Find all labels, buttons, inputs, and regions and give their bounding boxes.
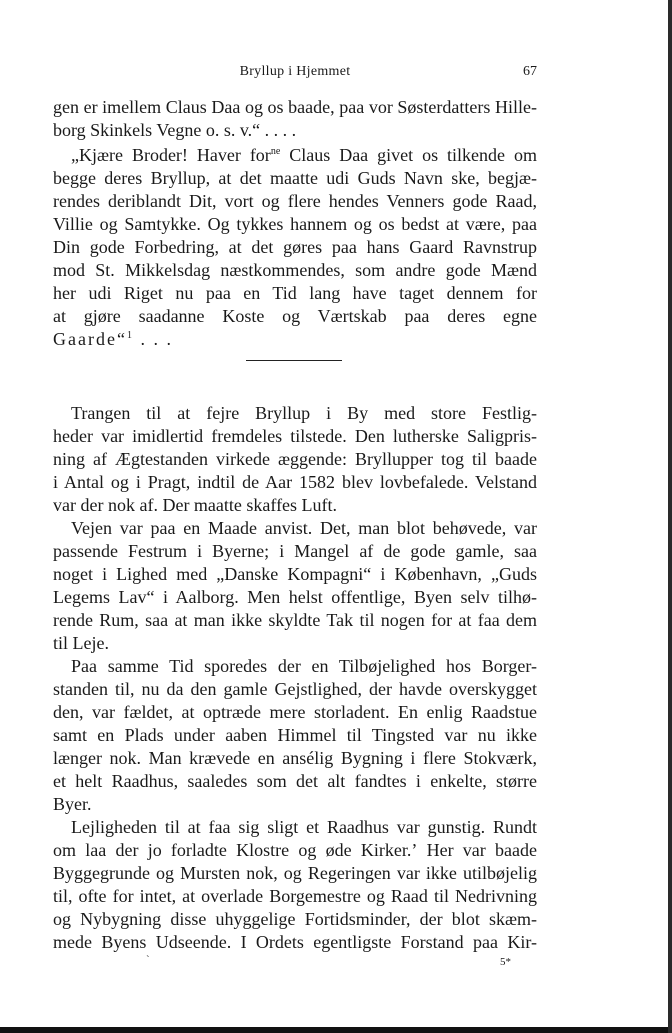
line-text: „Kjære Broder! Haver for [71, 145, 271, 165]
text-line: mede Byens Udseende. I Ordets egentligste Forstand paa Kir- [53, 932, 537, 952]
line-text: . . . [133, 329, 173, 349]
scan-edge-right [668, 0, 672, 1033]
text-line: og Nybygning disse uhyggelige Fortidsminder, der blot skæm- [53, 909, 537, 929]
text-line: noget i Lighed med „Danske Kompagni“ i København, „Guds [53, 564, 537, 584]
text-line: gen er imellem Claus Daa og os baade, paa vor Søsterdatters Hille- [53, 97, 537, 117]
text-line: Vejen var paa en Maade anvist. Det, man blot behøvede, var [71, 518, 537, 538]
text-line: rende Rum, saa at man ikke skyldte Tak til nogen for at faa dem [53, 610, 537, 630]
page-number: 67 [523, 64, 537, 79]
text-line: standen til, nu da den gamle Gejstlighed, der havde overskygget [53, 679, 537, 699]
text-line: passende Festrum i Byerne; i Mangel af de gode gamle, saa [53, 541, 537, 561]
text-line: i Antal og i Pragt, indtil de Aar 1582 blev lovbefalede. Velstand [53, 472, 537, 492]
superscript: ne [270, 146, 281, 157]
stray-mark: ˋ [146, 954, 150, 966]
text-line: begge deres Bryllup, at det maatte udi Guds Navn ske, begjæ- [53, 168, 537, 188]
text-line: til, ofte for intet, at overlade Borgemestre og Raad til Nedrivning [53, 886, 537, 906]
section-divider [246, 360, 342, 361]
text-line: var der nok af. Der maatte skaffes Luft. [53, 495, 338, 515]
text-line: længer nok. Man krævede en ansélig Bygning i flere Stokværk, [53, 748, 537, 768]
signature-mark: 5* [500, 956, 511, 968]
text-line [71, 144, 537, 167]
line-text: Gaarde“ [53, 329, 127, 349]
text-line: heder var imidlertid fremdeles tilstede. Den lutherske Saligpris- [53, 426, 537, 446]
footnote-marker: 1 [126, 330, 134, 341]
line-text: Claus Daa givet os tilkende om [280, 145, 537, 165]
text-line: ning af Ægtestanden virkede æggende: Bryllupper tog til baade [53, 449, 537, 469]
scan-edge-bottom [0, 1027, 672, 1033]
text-line: her udi Riget nu paa en Tid lang have taget dennem for [53, 283, 537, 303]
text-line: borg Skinkels Vegne o. s. v.“ . . . . [53, 120, 297, 140]
text-line: et helt Raadhus, saaledes som det alt fandtes i enkelte, større [53, 771, 537, 791]
text-line: til Leje. [53, 633, 109, 653]
text-line: Lejligheden til at faa sig sligt et Raadhus var gunstig. Rundt [71, 817, 537, 837]
text-line: Din gode Forbedring, at det gøres paa hans Gaard Ravnstrup [53, 237, 537, 257]
text-line: Villie og Samtykke. Og tykkes hannem og os bedst at være, paa [53, 214, 537, 234]
text-line: Trangen til at fejre Bryllup i By med store Festlig- [71, 403, 537, 423]
text-line [53, 328, 537, 351]
text-line: at gjøre saadanne Koste og Værtskab paa deres egne [53, 306, 537, 326]
text-line: samt en Plads under aaben Himmel til Tingsted var nu ikke [53, 725, 537, 745]
page-header [53, 64, 537, 84]
text-line: om laa der jo forladte Klostre og øde Kirker.ʼ Her var baade [53, 840, 537, 860]
text-line: den, var fældet, at optræde mere storladent. En enlig Raadstue [53, 702, 537, 722]
text-line: Legems Lav“ i Aalborg. Men helst offentlige, Byen selv tilhø- [53, 587, 537, 607]
text-line: Byer. [53, 794, 92, 814]
text-line: Byggegrunde og Mursten nok, og Regeringen var ikke utilbøjelig [53, 863, 537, 883]
text-line: mod St. Mikkelsdag næstkommendes, som andre gode Mænd [53, 260, 537, 280]
text-line: rendes deriblandt Dit, vort og flere hendes Venners gode Raad, [53, 191, 537, 211]
running-title: Bryllup i Hjemmet [239, 64, 351, 79]
text-line: Paa samme Tid sporedes der en Tilbøjelighed hos Borger- [71, 656, 537, 676]
